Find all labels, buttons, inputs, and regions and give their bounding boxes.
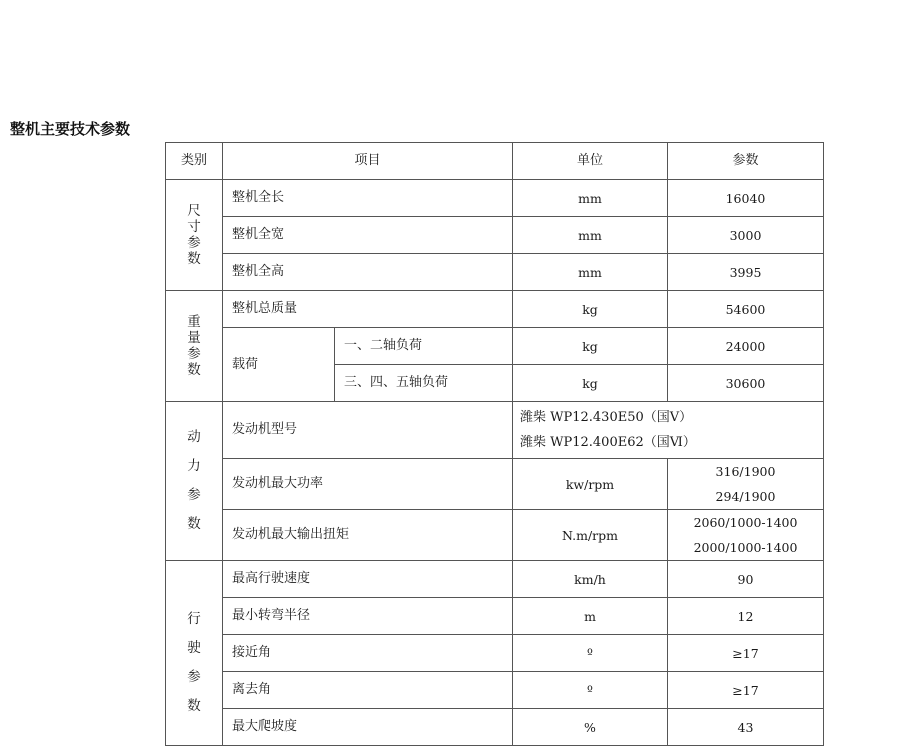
unit-cell: % — [513, 709, 668, 746]
value-cell: 24000 — [668, 328, 824, 365]
value-cell: 12 — [668, 598, 824, 635]
category-size: 尺 寸 参 数 — [166, 180, 223, 291]
unit-cell: kg — [513, 291, 668, 328]
value-cell: ≥17 — [668, 635, 824, 672]
value-cell: 316/1900 294/1900 — [668, 459, 824, 510]
item-cell: 整机全长 — [223, 180, 513, 217]
item-cell: 接近角 — [223, 635, 513, 672]
value-cell: 30600 — [668, 365, 824, 402]
table-row — [166, 217, 824, 254]
sub-item-cell: 一、二轴负荷 — [335, 328, 513, 365]
item-cell: 发动机型号 — [223, 402, 513, 459]
table-row — [166, 291, 824, 328]
unit-cell: kg — [513, 328, 668, 365]
page-title: 整机主要技术参数 — [10, 120, 131, 138]
category-weight: 重 量 参 数 — [166, 291, 223, 402]
table-row — [166, 635, 824, 672]
item-cell: 整机全宽 — [223, 217, 513, 254]
value-cell: 2060/1000-1400 2000/1000-1400 — [668, 510, 824, 561]
unit-cell: km/h — [513, 561, 668, 598]
unit-cell: º — [513, 672, 668, 709]
item-cell: 离去角 — [223, 672, 513, 709]
spec-table — [165, 142, 824, 746]
table-row — [166, 328, 824, 365]
item-cell: 整机全高 — [223, 254, 513, 291]
item-cell: 整机总质量 — [223, 291, 513, 328]
value-cell: 54600 — [668, 291, 824, 328]
item-cell: 最小转弯半径 — [223, 598, 513, 635]
unit-cell: m — [513, 598, 668, 635]
item-cell: 发动机最大输出扭矩 — [223, 510, 513, 561]
header-item: 项目 — [223, 143, 513, 180]
header-value: 参数 — [668, 143, 824, 180]
value-cell: 90 — [668, 561, 824, 598]
engine-model-cell: 潍柴 WP12.430E50（国Ⅴ） 潍柴 WP12.400E62（国Ⅵ） — [513, 402, 824, 459]
unit-cell: mm — [513, 217, 668, 254]
table-header-row — [166, 143, 824, 180]
item-cell: 最高行驶速度 — [223, 561, 513, 598]
unit-cell: kg — [513, 365, 668, 402]
unit-cell: mm — [513, 254, 668, 291]
header-unit: 单位 — [513, 143, 668, 180]
sub-item-cell: 三、四、五轴负荷 — [335, 365, 513, 402]
table-row — [166, 459, 824, 510]
table-row — [166, 709, 824, 746]
item-cell: 发动机最大功率 — [223, 459, 513, 510]
table-row — [166, 254, 824, 291]
table-row — [166, 672, 824, 709]
table-row — [166, 598, 824, 635]
category-power: 动 力 参 数 — [166, 402, 223, 561]
value-cell: 43 — [668, 709, 824, 746]
category-driving: 行 驶 参 数 — [166, 561, 223, 746]
value-cell: 16040 — [668, 180, 824, 217]
value-cell: ≥17 — [668, 672, 824, 709]
item-cell: 最大爬坡度 — [223, 709, 513, 746]
table-row — [166, 402, 824, 459]
table-row — [166, 561, 824, 598]
header-category: 类别 — [166, 143, 223, 180]
unit-cell: N.m/rpm — [513, 510, 668, 561]
unit-cell: mm — [513, 180, 668, 217]
unit-cell: kw/rpm — [513, 459, 668, 510]
item-cell-load: 载荷 — [223, 328, 335, 402]
table-row — [166, 510, 824, 561]
value-cell: 3995 — [668, 254, 824, 291]
table-row — [166, 180, 824, 217]
unit-cell: º — [513, 635, 668, 672]
value-cell: 3000 — [668, 217, 824, 254]
